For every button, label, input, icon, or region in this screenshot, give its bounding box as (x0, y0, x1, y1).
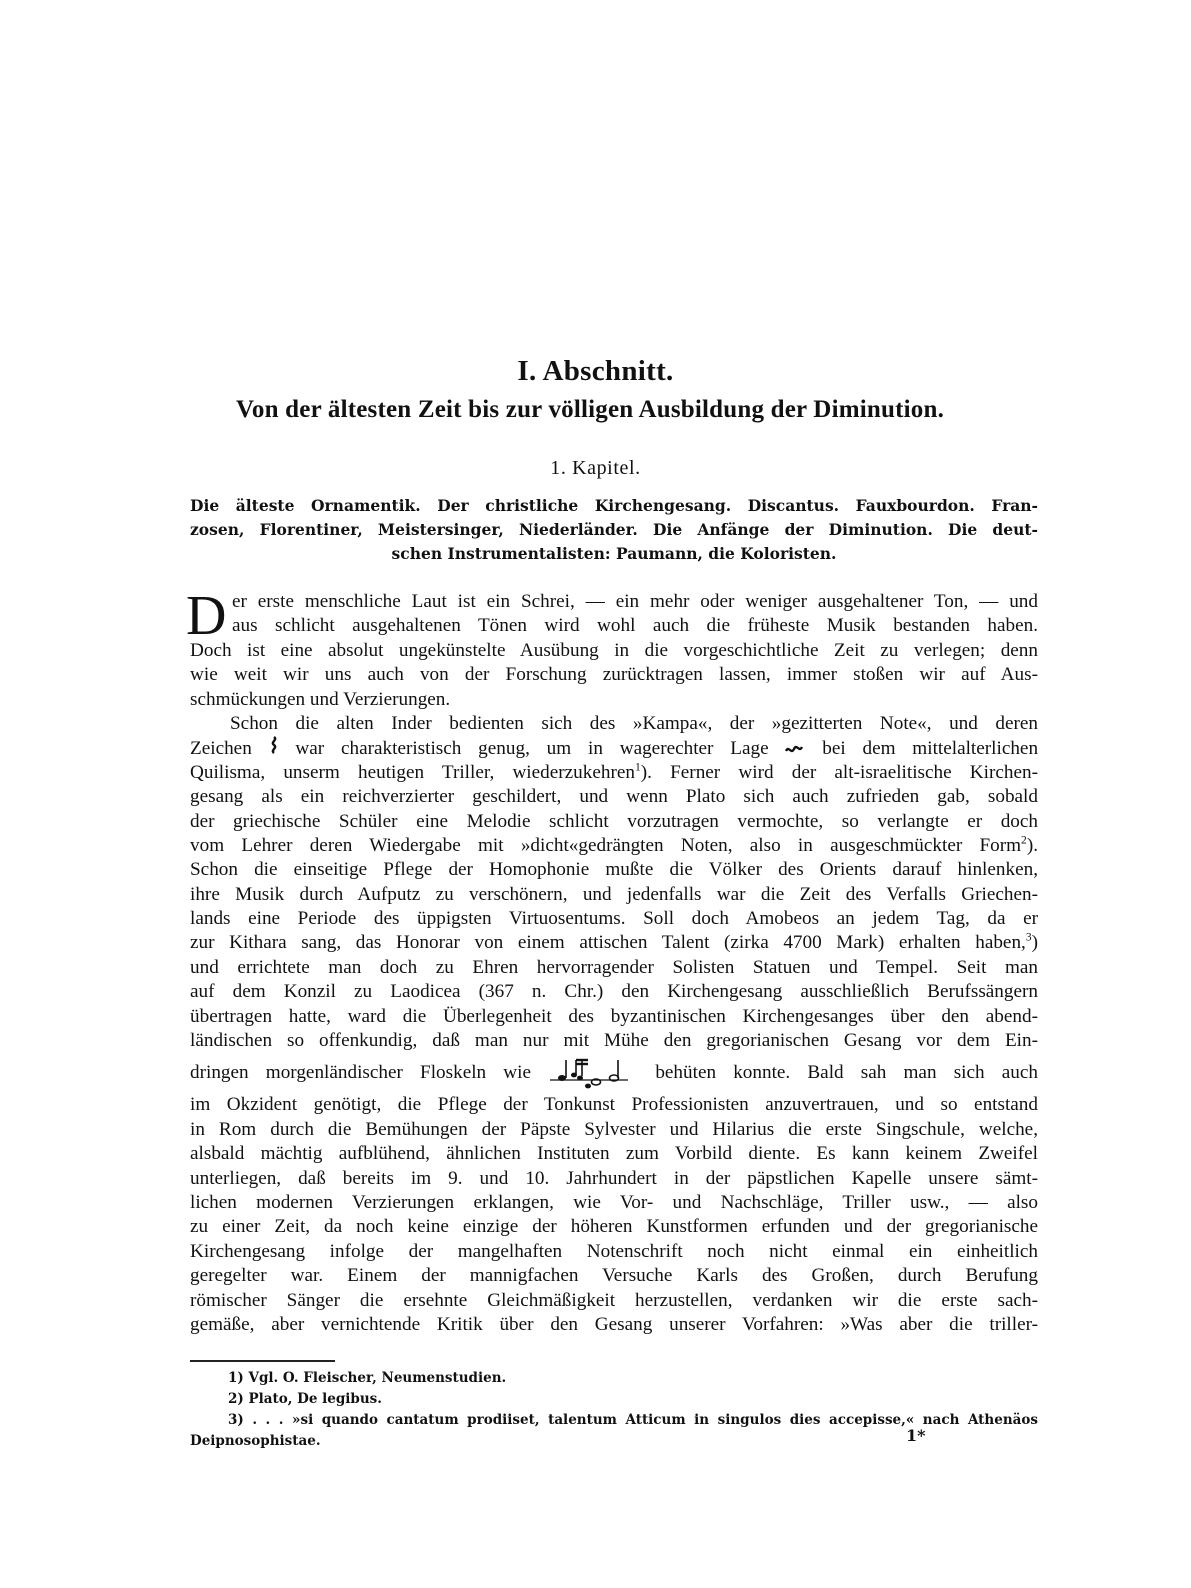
text-fragment: war charakteristisch genug, um in wagerechter Lage (295, 738, 769, 760)
text-line: im Okzident genötigt, die Pflege der Tonkunst Professionisten anzuvertrauen, und so entstand (190, 1094, 1038, 1116)
text-line (190, 761, 1038, 785)
quilisma-sign-icon (785, 738, 805, 761)
text-line (190, 736, 1038, 760)
summary-line: schen Instrumentalisten: Paumann, die Koloristen. (391, 544, 837, 563)
text-fragment: ) (1031, 932, 1038, 954)
text-line (190, 1053, 1038, 1093)
summary-line: Die älteste Ornamentik. Der christliche Kirchengesang. Discantus. Fauxbourdon. Fran- (190, 496, 1038, 515)
text-line: geregelter war. Einem der mannigfachen Versuche Karls des Großen, durch Berufung (190, 1265, 1038, 1287)
text-line: römischer Sänger die ersehnte Gleichmäßigkeit herzustellen, verdanken wir die erste sach- (190, 1289, 1038, 1311)
text-line: aus schlicht ausgehaltenen Tönen wird wohl auch die früheste Musik bestanden haben. (232, 615, 1038, 637)
text-fragment: ). (1026, 834, 1038, 856)
footnote-ref: 3 (1025, 932, 1032, 945)
text-line: Kirchengesang infolge der mangelhaften Notenschrift noch nicht einmal ein einheitlich (190, 1240, 1038, 1262)
music-notation-icon (548, 1056, 638, 1092)
footnote: 1) Vgl. O. Fleischer, Neumenstudien. (228, 1370, 507, 1386)
text-line: lands eine Periode des üppigsten Virtuosentums. Soll doch Amobeos an jedem Tag, da er (190, 908, 1038, 930)
text-line: auf dem Konzil zu Laodicea (367 n. Chr.) den Kirchengesang ausschließlich Berufssängern (190, 981, 1038, 1003)
text-line: unterliegen, daß bereits im 9. und 10. Jahrhundert in der päpstlichen Kapelle unsere sämt- (190, 1167, 1038, 1189)
footnote-ref: 2 (1021, 834, 1027, 847)
footnote: 3) . . . »si quando cantatum prodiiset, talentum Atticum in singulos dies accepisse,« nach Athenäos (228, 1412, 1038, 1428)
text-fragment: vom Lehrer deren Wiedergabe mit »dicht«gedrängten Noten, also in ausgeschmückter Form (190, 834, 1022, 856)
footnote: 2) Plato, De legibus. (228, 1391, 382, 1407)
body-text (186, 585, 1038, 1337)
text-line: Schon die einseitige Pflege der Homophonie mußte die Völker des Orients darauf hinlenken, (190, 859, 1038, 881)
text-line: wie weit wir uns auch von der Forschung zurücktragen lassen, immer stoßen wir auf Aus- (190, 664, 1038, 686)
text-line: schmückungen und Verzierungen. (190, 688, 451, 710)
footnote-ref: 1 (634, 761, 641, 774)
text-line: in Rom durch die Bemühungen der Päpste Sylvester und Hilarius die erste Singschule, welche, (190, 1118, 1038, 1140)
text-line: ihre Musik durch Aufputz zu verschönern, und jedenfalls war die Zeit des Verfalls Griechen- (190, 883, 1038, 905)
text-line: Schon die alten Inder bedienten sich des »Kampa«, der »gezitterten Note«, und deren (230, 712, 1038, 734)
text-line: ländischen so offenkundig, daß man nur mit Mühe den gregorianischen Gesang vor dem Ein- (190, 1030, 1038, 1052)
text-line: Doch ist eine absolut ungekünstelte Ausübung in die vorgeschichtliche Zeit zu verlegen; denn (190, 639, 1038, 661)
text-line: übertragen hatte, ward die Überlegenheit des byzantinischen Kirchengesanges über den abend- (190, 1005, 1038, 1027)
section-subtitle: Von der ältesten Zeit bis zur völligen Ausbildung der Diminution. (235, 396, 945, 423)
text-fragment: Quilisma, unserm heutigen Triller, wiederzukehren (190, 761, 635, 783)
text-fragment: ). Ferner wird der alt-israelitische Kirchen- (640, 761, 1038, 783)
chapter-heading: 1. Kapitel. (550, 457, 641, 479)
text-line: lichen modernen Verzierungen erklangen, wie Vor- und Nachschläge, Triller usw., — also (190, 1191, 1038, 1213)
text-line: und errichtete man doch zu Ehren hervorragender Solisten Statuen und Tempel. Seit man (190, 956, 1038, 978)
text-line: er erste menschliche Laut ist ein Schrei, — ein mehr oder weniger ausgehaltener Ton, — und (232, 591, 1038, 612)
text-fragment: dringen morgenländischer Floskeln wie (190, 1062, 531, 1084)
footnote-continuation: Deipnosophistae. (190, 1433, 321, 1449)
drop-cap: D (186, 585, 227, 647)
text-line: gemäße, aber vernichtende Kritik über den Gesang unserer Vorfahren: »Was aber die triller- (190, 1313, 1038, 1335)
text-line: alsbald mächtig aufblühend, ähnlichen Instituten zum Vorbild diente. Es kann keinem Zweifel (190, 1143, 1038, 1165)
summary-line: zosen, Florentiner, Meistersinger, Niederländer. Die Anfänge der Diminution. Die deut- (190, 520, 1038, 539)
chapter-summary (190, 494, 1038, 566)
text-line: zu einer Zeit, da noch keine einzige der höheren Kunstformen erfunden und der gregorianische (190, 1216, 1038, 1238)
text-fragment: behüten konnte. Bald sah man sich auch (655, 1062, 1038, 1084)
text-line (190, 931, 1038, 955)
text-line: gesang als ein reichverzierter geschildert, und wenn Plato sich auch zufrieden gab, sobald (190, 786, 1038, 808)
text-line (190, 834, 1038, 858)
text-fragment: bei dem mittelalterlichen (822, 738, 1038, 760)
text-fragment: zur Kithara sang, das Honorar von einem attischen Talent (zirka 4700 Mark) erhalten haben, (190, 932, 1026, 954)
page-number: 1* (906, 1426, 926, 1445)
section-heading: I. Abschnitt. (517, 355, 674, 387)
footnote-divider (190, 1360, 335, 1362)
kampa-sign-icon (269, 736, 279, 760)
text-line: der griechische Schüler eine Melodie schlicht vorzutragen vermochte, so verlangte er doch (190, 810, 1038, 832)
text-fragment: Zeichen (190, 738, 252, 760)
